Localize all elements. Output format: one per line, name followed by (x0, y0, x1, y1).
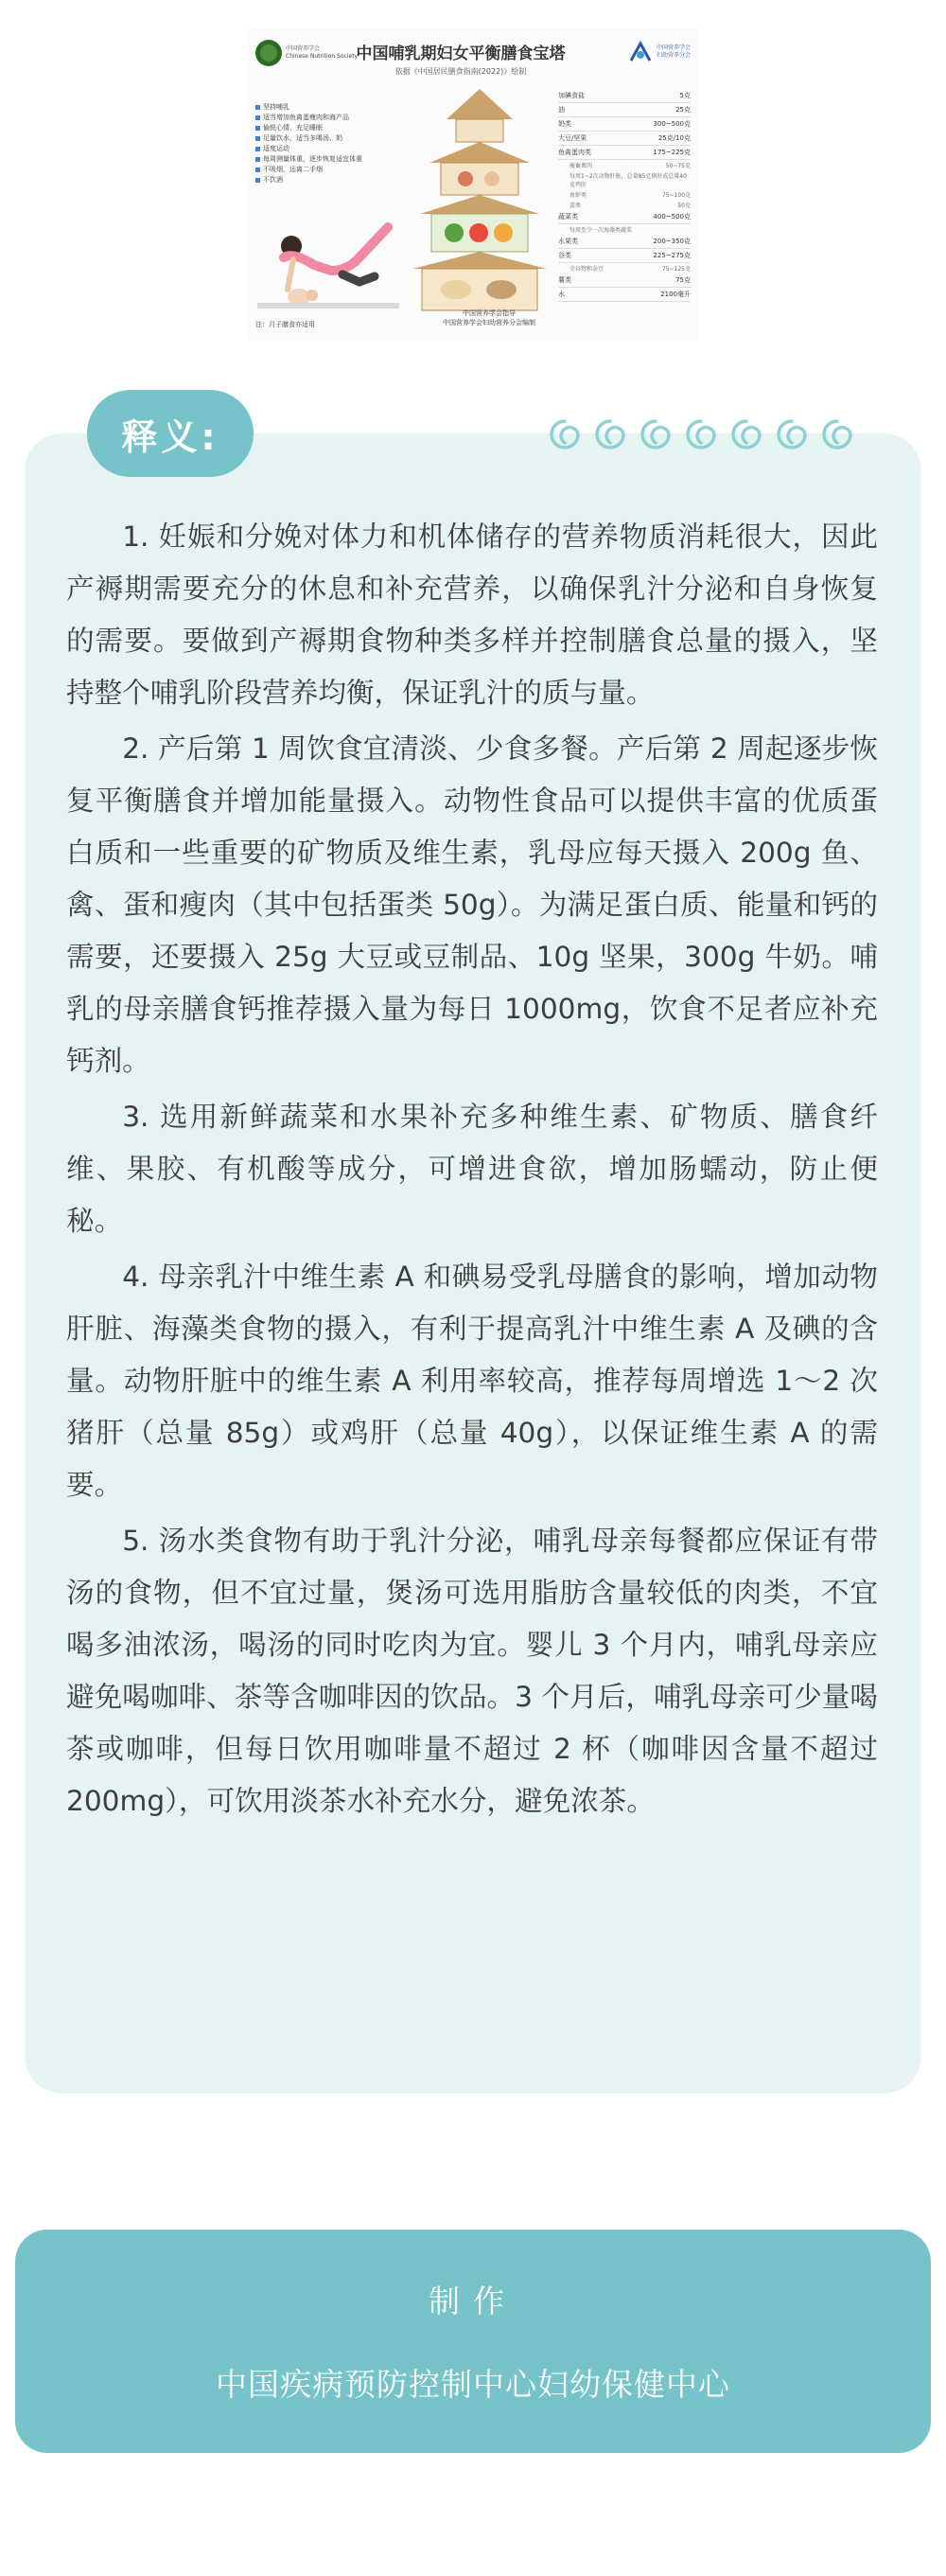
poster-tip-text: 不饮酒 (263, 176, 283, 184)
bullet-icon (255, 136, 260, 141)
intake-food-name: 鱼禽蛋肉类 (558, 149, 591, 156)
intake-food-name: 油 (558, 106, 565, 114)
intake-table-row (558, 117, 691, 132)
swirl-icon (638, 416, 674, 452)
poster-tip-item (255, 123, 388, 133)
intake-food-name: 水 (558, 291, 565, 298)
intake-food-amount: 2100毫升 (660, 291, 691, 298)
intake-food-name: 鱼虾类 (569, 192, 587, 199)
poster-tip-item (255, 133, 388, 144)
poster-note: 注：月子膳食亦适用 (255, 321, 315, 328)
paragraph-1: 1. 妊娠和分娩对体力和机体储存的营养物质消耗很大，因此产褥期需要充分的休息和补充营养，以确保乳汁分泌和自身恢复的需要。要做到产褥期食物种类多样并控制膳食总量的摄入，坚持整个哺乳阶段营养均衡，保证乳汁的质与量。 (66, 520, 878, 709)
intake-table-row (558, 273, 691, 288)
intake-food-name: 薯类 (558, 276, 571, 284)
poster-subtitle: 依据《中国居民膳食指南(2022)》绘制 (394, 67, 527, 76)
bullet-icon (255, 105, 260, 110)
swirl-icon (819, 416, 855, 452)
poster-tip-item (255, 154, 388, 165)
poster-tip-text: 适当增加鱼禽蛋瘦肉和海产品 (263, 114, 349, 121)
intake-food-name: 蛋类 (569, 203, 582, 209)
mcn-logo-text: 中国营养学会 妇幼营养分会 (656, 44, 691, 59)
intake-table-row (558, 170, 691, 189)
intake-food-amount: 75~125克 (661, 266, 691, 273)
intake-table-row (558, 160, 691, 170)
intake-food-amount: 300~500克 (653, 120, 691, 128)
poster-tip-item (255, 102, 388, 113)
intake-table-row (558, 132, 691, 146)
intake-food-amount: 75克 (675, 276, 691, 284)
mother-exercise-illustration (255, 208, 407, 312)
production-organization: 中国疾病预防控制中心妇幼保健中心 (216, 2366, 730, 2403)
poster-tip-item (255, 144, 388, 154)
intake-food-amount: 25克 (675, 106, 691, 114)
intake-food-amount: 200~350克 (653, 238, 691, 245)
bullet-icon (255, 157, 260, 162)
section-label: 释义: (121, 415, 219, 458)
bullet-icon (255, 168, 260, 172)
intake-food-name: 每周至少一次海藻类蔬菜 (569, 227, 633, 234)
swirl-icon (683, 416, 719, 452)
bullet-icon (255, 126, 260, 131)
intake-food-name: 水果类 (558, 238, 578, 245)
bullet-icon (255, 178, 260, 183)
intake-table-row (558, 89, 691, 103)
paragraph-2: 2. 产后第 1 周饮食宜清淡、少食多餐。产后第 2 周起逐步恢复平衡膳食并增加能量摄入。动物性食品可以提供丰富的优质蛋白质和一些重要的矿物质及维生素，乳母应每天摄入 200g 鱼、禽、蛋和瘦肉（其中包括蛋类 50g）。为满足蛋白质、能量和钙的需要，还要摄入 25g 大豆或豆制品、10g 坚果，300g 牛奶。哺乳的母亲膳食钙推荐摄入量为每日 1000mg，饮食不足者应补充钙剂。 (66, 732, 878, 1077)
section-label-tab (87, 390, 254, 477)
paragraph-3: 3. 选用新鲜蔬菜和水果补充多种维生素、矿物质、膳食纤维、果胶、有机酸等成分，可增进食欲，增加肠蠕动，防止便秘。 (66, 1101, 878, 1237)
mcn-logo-icon (628, 40, 653, 64)
intake-food-name: 大豆/坚果 (558, 134, 587, 142)
intake-table-row (558, 103, 691, 117)
cns-seal-icon (255, 40, 282, 66)
poster-tip-text: 每周测量体重，逐步恢复适宜体重 (263, 155, 362, 163)
swirl-icon (592, 416, 628, 452)
intake-table-row (558, 200, 691, 210)
swirl-icon (774, 416, 810, 452)
intake-food-name: 全谷物和杂豆 (569, 266, 604, 273)
swirl-icon (547, 416, 583, 452)
intake-table-row (558, 210, 691, 224)
intake-table-row (558, 263, 691, 273)
poster-tip-item (255, 113, 388, 123)
intake-food-name: 蔬菜类 (558, 213, 578, 221)
bullet-icon (255, 147, 260, 151)
poster-tips-list (255, 102, 388, 185)
intake-food-amount: 5克 (679, 92, 691, 99)
intake-table-row (558, 189, 691, 200)
mcn-logo (628, 40, 691, 64)
poster-tip-text: 坚持哺乳 (263, 103, 289, 111)
poster-tip-text: 适度运动 (263, 145, 289, 152)
poster-tip-text: 不吸烟，远离二手烟 (263, 166, 323, 173)
intake-food-amount: 75~100克 (661, 192, 691, 199)
intake-table-row (558, 235, 691, 249)
intake-table-row (558, 224, 691, 235)
intake-table-row (558, 146, 691, 160)
intake-table-row (558, 249, 691, 263)
intake-food-name: 瘦畜禽肉 (569, 163, 593, 169)
pagoda-diagram (409, 87, 551, 314)
intake-food-amount: 225~275克 (653, 252, 691, 259)
poster-title: 中国哺乳期妇女平衡膳食宝塔 (356, 44, 566, 63)
intake-food-amount: 50克 (677, 203, 691, 209)
production-label: 制作 (429, 2283, 517, 2320)
intake-food-amount: 25克/10克 (657, 134, 691, 142)
poster-tip-item (255, 165, 388, 175)
paragraph-5: 5. 汤水类食物有助于乳汁分泌，哺乳母亲每餐都应保证有带汤的食物，但不宜过量，煲汤可选用脂肪含量较低的肉类，不宜喝多油浓汤，喝汤的同时吃肉为宜。婴儿 3 个月内，哺乳母亲应避免喝咖啡、茶等含咖啡因的饮品。3 个月后，哺乳母亲可少量喝茶或咖啡，但每日饮用咖啡量不超过 2 杯（咖啡因含量不超过 200mg），可饮用淡茶水补充水分，避免浓茶。 (66, 1525, 878, 1817)
intake-food-amount: 175~225克 (653, 149, 691, 156)
swirl-icon (728, 416, 764, 452)
intake-table-row (558, 288, 691, 302)
intake-food-amount: 400~500克 (653, 213, 691, 221)
pagoda-intake-table (558, 89, 691, 302)
cns-logo-text: 中国营养学会 Chinese Nutrition Society (286, 45, 359, 60)
poster-tip-text: 愉悦心情，充足睡眠 (263, 124, 323, 132)
paragraph-4: 4. 母亲乳汁中维生素 A 和碘易受乳母膳食的影响，增加动物肝脏、海藻类食物的摄入，有利于提高乳汁中维生素 A 及碘的含量。动物肝脏中的维生素 A 利用率较高，推荐每周增选 1～2 次猪肝（总量 85g）或鸡肝（总量 40g），以保证维生素 A 的需要。 (66, 1261, 878, 1501)
explanation-content (66, 511, 878, 1827)
decorative-swirls (547, 416, 859, 462)
food-pagoda-poster (248, 28, 698, 341)
poster-footer: 中国营养学会指导 中国营养学会妇幼营养分会编制 (443, 309, 535, 326)
intake-food-name: 奶类 (558, 120, 571, 128)
intake-food-name: 谷类 (558, 252, 571, 259)
poster-tip-text: 足量饮水，适当多喝汤、奶 (263, 134, 342, 142)
intake-food-name: 加碘食盐 (558, 92, 585, 99)
intake-food-name: 每周1~2次动物肝脏，总量85克猪肝或总量40克鸡肝 (569, 173, 687, 188)
intake-food-amount: 50~75克 (665, 163, 691, 169)
production-banner (15, 2230, 931, 2453)
poster-tip-item (255, 175, 388, 185)
bullet-icon (255, 115, 260, 120)
